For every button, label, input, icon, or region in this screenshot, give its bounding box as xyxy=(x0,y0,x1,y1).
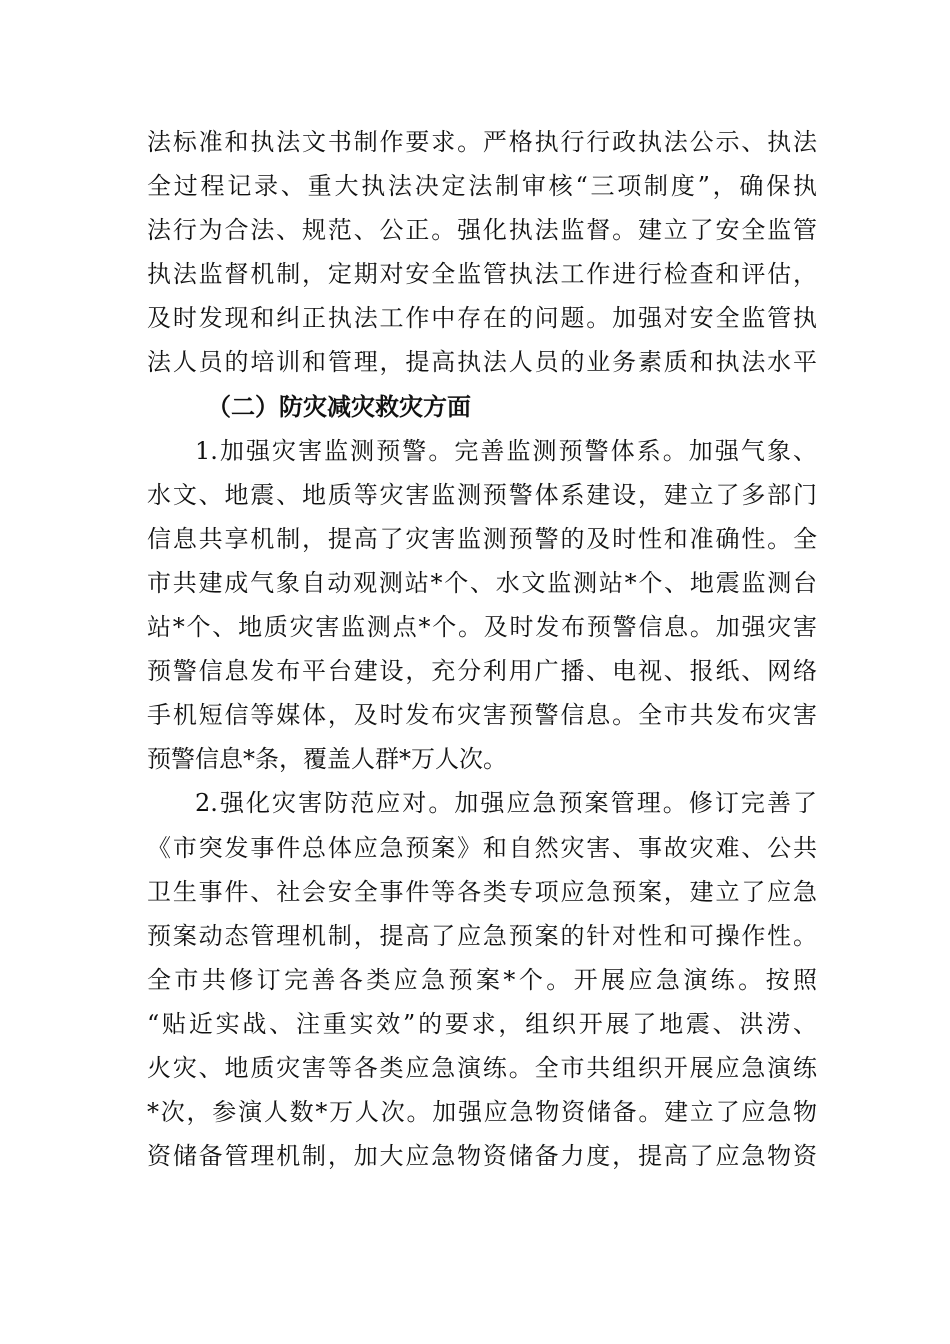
paragraph-line: 《市突发事件总体应急预案》和自然灾害、事故灾难、公共 xyxy=(147,833,817,862)
paragraph-line: 预警信息发布平台建设，充分利用广播、电视、报纸、网络 xyxy=(147,657,817,686)
paragraph-line: 预警信息*条，覆盖人群*万人次。 xyxy=(147,745,507,774)
paragraph-line: “贴近实战、注重实效”的要求，组织开展了地震、洪涝、 xyxy=(147,1009,817,1038)
paragraph-line: 1.加强灾害监测预警。完善监测预警体系。加强气象、 xyxy=(195,436,817,465)
paragraph-line: 法人员的培训和管理，提高执法人员的业务素质和执法水平 xyxy=(147,348,817,377)
paragraph-line: 2.强化灾害防范应对。加强应急预案管理。修订完善了 xyxy=(195,789,817,818)
paragraph-line: 及时发现和纠正执法工作中存在的问题。加强对安全监管执 xyxy=(147,304,817,333)
paragraph-line: 法行为合法、规范、公正。强化执法监督。建立了安全监管 xyxy=(147,216,817,245)
paragraph-line: 信息共享机制，提高了灾害监测预警的及时性和准确性。全 xyxy=(147,524,817,553)
paragraph-line: 全市共修订完善各类应急预案*个。开展应急演练。按照 xyxy=(147,965,817,994)
section-heading: （二）防灾减灾救灾方面 xyxy=(207,391,471,421)
paragraph-line: 市共建成气象自动观测站*个、水文监测站*个、地震监测台 xyxy=(147,568,817,597)
paragraph-line: 站*个、地质灾害监测点*个。及时发布预警信息。加强灾害 xyxy=(147,613,817,642)
document-body xyxy=(147,120,817,1178)
paragraph-line: 全过程记录、重大执法决定法制审核“三项制度”，确保执 xyxy=(147,172,817,201)
paragraph-line: 执法监督机制，定期对安全监管执法工作进行检查和评估， xyxy=(147,260,817,289)
paragraph-line: 卫生事件、社会安全事件等各类专项应急预案，建立了应急 xyxy=(147,877,817,906)
paragraph-line: 资储备管理机制，加大应急物资储备力度，提高了应急物资 xyxy=(147,1142,817,1171)
paragraph-line: 法标准和执法文书制作要求。严格执行行政执法公示、执法 xyxy=(147,128,817,156)
paragraph-line: 手机短信等媒体，及时发布灾害预警信息。全市共发布灾害 xyxy=(147,701,817,730)
paragraph-line: *次，参演人数*万人次。加强应急物资储备。建立了应急物 xyxy=(147,1098,817,1127)
paragraph-line: 预案动态管理机制，提高了应急预案的针对性和可操作性。 xyxy=(147,921,817,950)
paragraph-line: 水文、地震、地质等灾害监测预警体系建设，建立了多部门 xyxy=(147,480,817,509)
paragraph-line: 火灾、地质灾害等各类应急演练。全市共组织开展应急演练 xyxy=(147,1053,817,1082)
